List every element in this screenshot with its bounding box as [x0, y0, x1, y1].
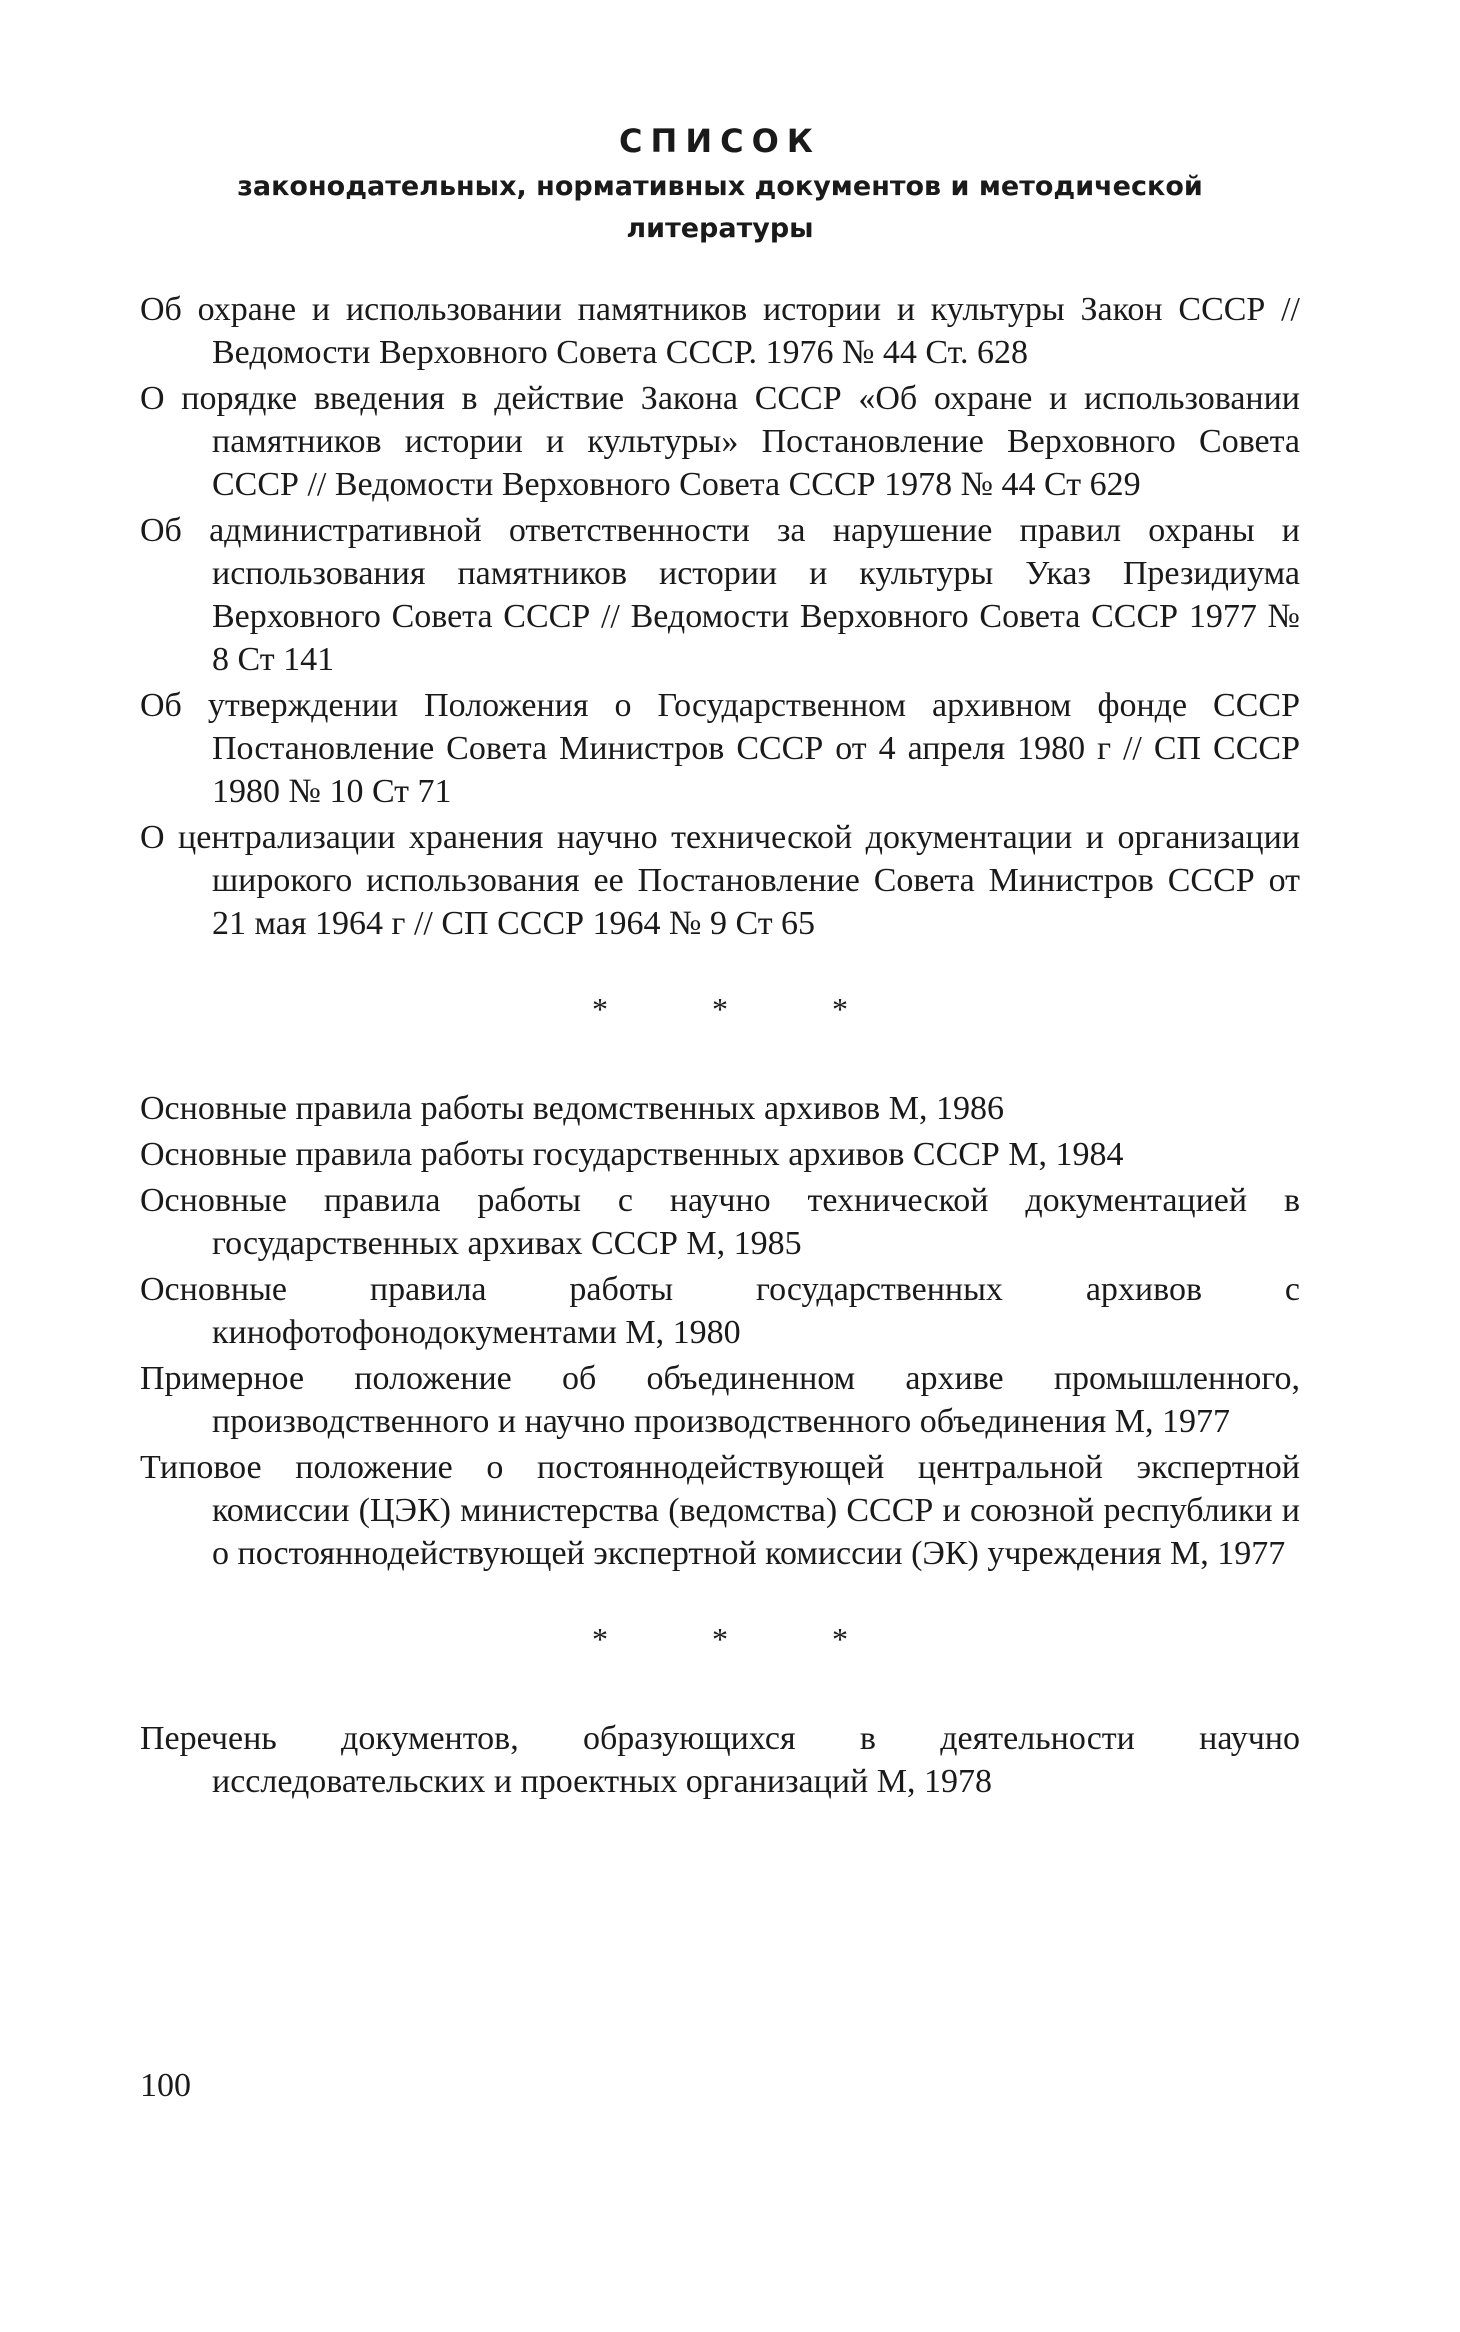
section-separator: * * *	[592, 1621, 896, 1657]
page-number: 100	[140, 2067, 191, 2104]
section-methodical	[140, 1717, 1300, 1803]
list-item: Примерное положение об объединенном архиве промышленного, производственного и научно производственного объединения М, 1977	[140, 1360, 1300, 1440]
list-item: О порядке введения в действие Закона СССР «Об охране и использовании памятников истории и культуры» Постановление Верховного Совета СССР // Ведомости Верховного Совета СССР 1978 № 44 Ст 629	[140, 380, 1300, 503]
list-item: Основные правила работы государственных архивов с кинофотофонодокументами М, 1980	[140, 1271, 1300, 1351]
document-subtitle	[140, 166, 1300, 250]
list-item: О централизации хранения научно технической документации и организации широкого использования ее Постановление Совета Министров СССР от 21 мая 1964 г // СП СССР 1964 № 9 Ст 65	[140, 819, 1300, 942]
document-title: СПИСОК	[619, 122, 821, 160]
section-normative	[140, 1087, 1300, 1575]
list-item: Об административной ответственности за нарушение правил охраны и использования памятников истории и культуры Указ Президиума Верховного Совета СССР // Ведомости Верховного Совета СССР 1977 № 8 Ст 141	[140, 512, 1300, 678]
subtitle-line-1: законодательных, нормативных документов и методической	[237, 171, 1203, 202]
list-item: Об утверждении Положения о Государственном архивном фонде СССР Постановление Совета Министров СССР от 4 апреля 1980 г // СП СССР 1980 № 10 Ст 71	[140, 687, 1300, 810]
list-item: Основные правила работы государственных архивов СССР М, 1984	[140, 1136, 1124, 1173]
list-item: Типовое положение о постояннодействующей центральной экспертной комиссии (ЦЭК) министерства (ведомства) СССР и союзной республики и о постояннодействующей экспертной комиссии (ЭК) учреждения М, 1977	[140, 1449, 1300, 1572]
list-item: Основные правила работы ведомственных архивов М, 1986	[140, 1090, 1004, 1127]
subtitle-line-2: литературы	[626, 213, 814, 244]
document-page	[140, 120, 1300, 1806]
section-legislative	[140, 288, 1300, 945]
list-item: Перечень документов, образующихся в деятельности научно исследовательских и проектных организаций М, 1978	[140, 1720, 1300, 1800]
list-item: Об охране и использовании памятников истории и культуры Закон СССР // Ведомости Верховного Совета СССР. 1976 № 44 Ст. 628	[140, 291, 1300, 371]
list-item: Основные правила работы с научно технической документацией в государственных архивах СССР М, 1985	[140, 1182, 1300, 1262]
section-separator: * * *	[592, 991, 896, 1027]
